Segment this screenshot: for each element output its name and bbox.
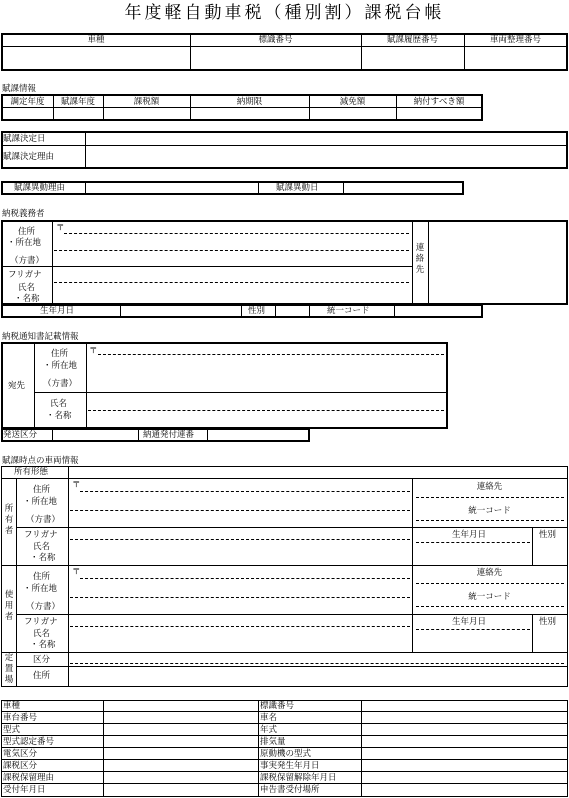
user-label: 使用者 (4, 590, 14, 622)
notice-postal-mark: 〒 (89, 346, 98, 356)
taxpayer-name-label: 氏名 (18, 283, 36, 293)
levy-col-tax-amount: 課税額 (133, 97, 160, 107)
detail-chassis-number-label: 車台番号 (3, 713, 38, 723)
owner-label: 所有者 (4, 504, 14, 536)
detail-application-place-label: 申告書受付場所 (260, 785, 320, 795)
notice-shipping-label: 発送区分 (3, 430, 38, 440)
vehicle-ownership-label: 所有形態 (14, 467, 49, 477)
user-unified-code-label: 統一コード (468, 592, 511, 602)
notice-entity-label: ・名称 (46, 411, 72, 421)
detail-fact-date-label: 事実発生年月日 (260, 761, 320, 771)
owner-unified-code-label: 統一コード (468, 506, 511, 516)
owner-postal-mark: 〒 (72, 480, 81, 490)
taxpayer-unified-code-label: 統一コード (327, 306, 370, 316)
detail-tax-hold-reason-label: 課税保留理由 (3, 773, 55, 783)
user-sex-label: 性別 (539, 617, 557, 627)
header-vehicle-serial-number: 車両整理番号 (489, 35, 541, 45)
user-postal-mark: 〒 (72, 567, 81, 577)
levy-col-due-date: 納期限 (236, 97, 263, 107)
levy-change-reason-label: 賦課異動理由 (14, 183, 66, 193)
taxpayer-location-label: ・所在地 (7, 238, 42, 248)
detail-reception-date-label: 受付年月日 (3, 785, 46, 795)
taxpayer-postal-mark: 〒 (56, 223, 65, 233)
detail-model-label: 型式 (3, 725, 21, 735)
user-kata-label: （方書） (26, 602, 61, 612)
garage-label: 定置場 (4, 653, 14, 685)
taxpayer-sex-label: 性別 (248, 306, 266, 316)
notice-heading: 納税通知書記載情報 (2, 332, 79, 342)
levy-info-heading: 賦課情報 (2, 84, 37, 94)
owner-address-label: 住所 (33, 485, 51, 495)
owner-contact-label: 連絡先 (476, 482, 503, 492)
levy-col-amount-due: 納付すべき額 (413, 97, 465, 107)
header-vehicle-type: 車種 (87, 35, 105, 45)
owner-birth-label: 生年月日 (452, 530, 487, 540)
levy-col-assessment-year: 調定年度 (10, 97, 45, 107)
owner-sex-label: 性別 (539, 530, 557, 540)
user-location-label: ・所在地 (23, 584, 58, 594)
taxpayer-heading: 納税義務者 (2, 209, 45, 219)
detail-vehicle-name-label: 車名 (260, 713, 278, 723)
taxpayer-address-label: 住所 (18, 227, 36, 237)
taxpayer-contact-label: 連絡先 (415, 243, 425, 275)
garage-address-label: 住所 (33, 671, 51, 681)
header-plate-number: 標識番号 (258, 35, 293, 45)
levy-col-levy-year: 賦課年度 (60, 97, 95, 107)
taxpayer-kata-label: （方書） (10, 256, 45, 266)
user-entity-label: ・名称 (30, 640, 56, 650)
page-title: 年度軽自動車税（種別割）課税台帳 (124, 3, 445, 23)
owner-kana-label: フリガナ (24, 530, 58, 540)
levy-decision-reason-label: 賦課決定理由 (3, 152, 55, 162)
taxpayer-birth-label: 生年月日 (40, 306, 75, 316)
detail-tax-category-label: 課税区分 (3, 761, 38, 771)
detail-plate-number-label: 標識番号 (260, 701, 295, 711)
user-contact-label: 連絡先 (476, 568, 503, 578)
detail-displacement-label: 排気量 (260, 737, 286, 747)
levy-decision-date-label: 賦課決定日 (3, 134, 46, 144)
user-name-label: 氏名 (33, 629, 51, 639)
detail-tax-hold-release-date-label: 課税保留解除年月日 (260, 773, 337, 783)
user-birth-label: 生年月日 (452, 617, 487, 627)
detail-electric-category-label: 電気区分 (3, 749, 38, 759)
vehicle-info-heading: 賦課時点の車両情報 (2, 456, 79, 466)
levy-col-reduction: 減免額 (339, 97, 366, 107)
owner-entity-label: ・名称 (30, 553, 56, 563)
detail-model-cert-number-label: 型式認定番号 (3, 737, 55, 747)
user-address-label: 住所 (33, 572, 51, 582)
levy-change-date-label: 賦課異動日 (276, 183, 319, 193)
header-levy-history-number: 賦課履歴番号 (386, 35, 438, 45)
taxpayer-entity-label: ・名称 (14, 294, 40, 304)
notice-serial-label: 納通発付連番 (143, 430, 195, 440)
detail-vehicle-type-label: 車種 (3, 701, 21, 711)
notice-location-label: ・所在地 (43, 361, 78, 371)
notice-address-label: 住所 (51, 349, 69, 359)
owner-name-label: 氏名 (33, 542, 51, 552)
owner-location-label: ・所在地 (23, 497, 58, 507)
notice-kata-label: （方書） (43, 379, 78, 389)
notice-name-label: 氏名 (50, 399, 68, 409)
user-kana-label: フリガナ (24, 617, 58, 627)
taxpayer-kana-label: フリガナ (8, 270, 42, 280)
detail-engine-model-label: 原動機の型式 (260, 749, 312, 759)
garage-category-label: 区分 (33, 655, 51, 665)
detail-model-year-label: 年式 (260, 725, 278, 735)
owner-kata-label: （方書） (26, 515, 61, 525)
notice-recipient-label: 宛先 (8, 381, 26, 391)
